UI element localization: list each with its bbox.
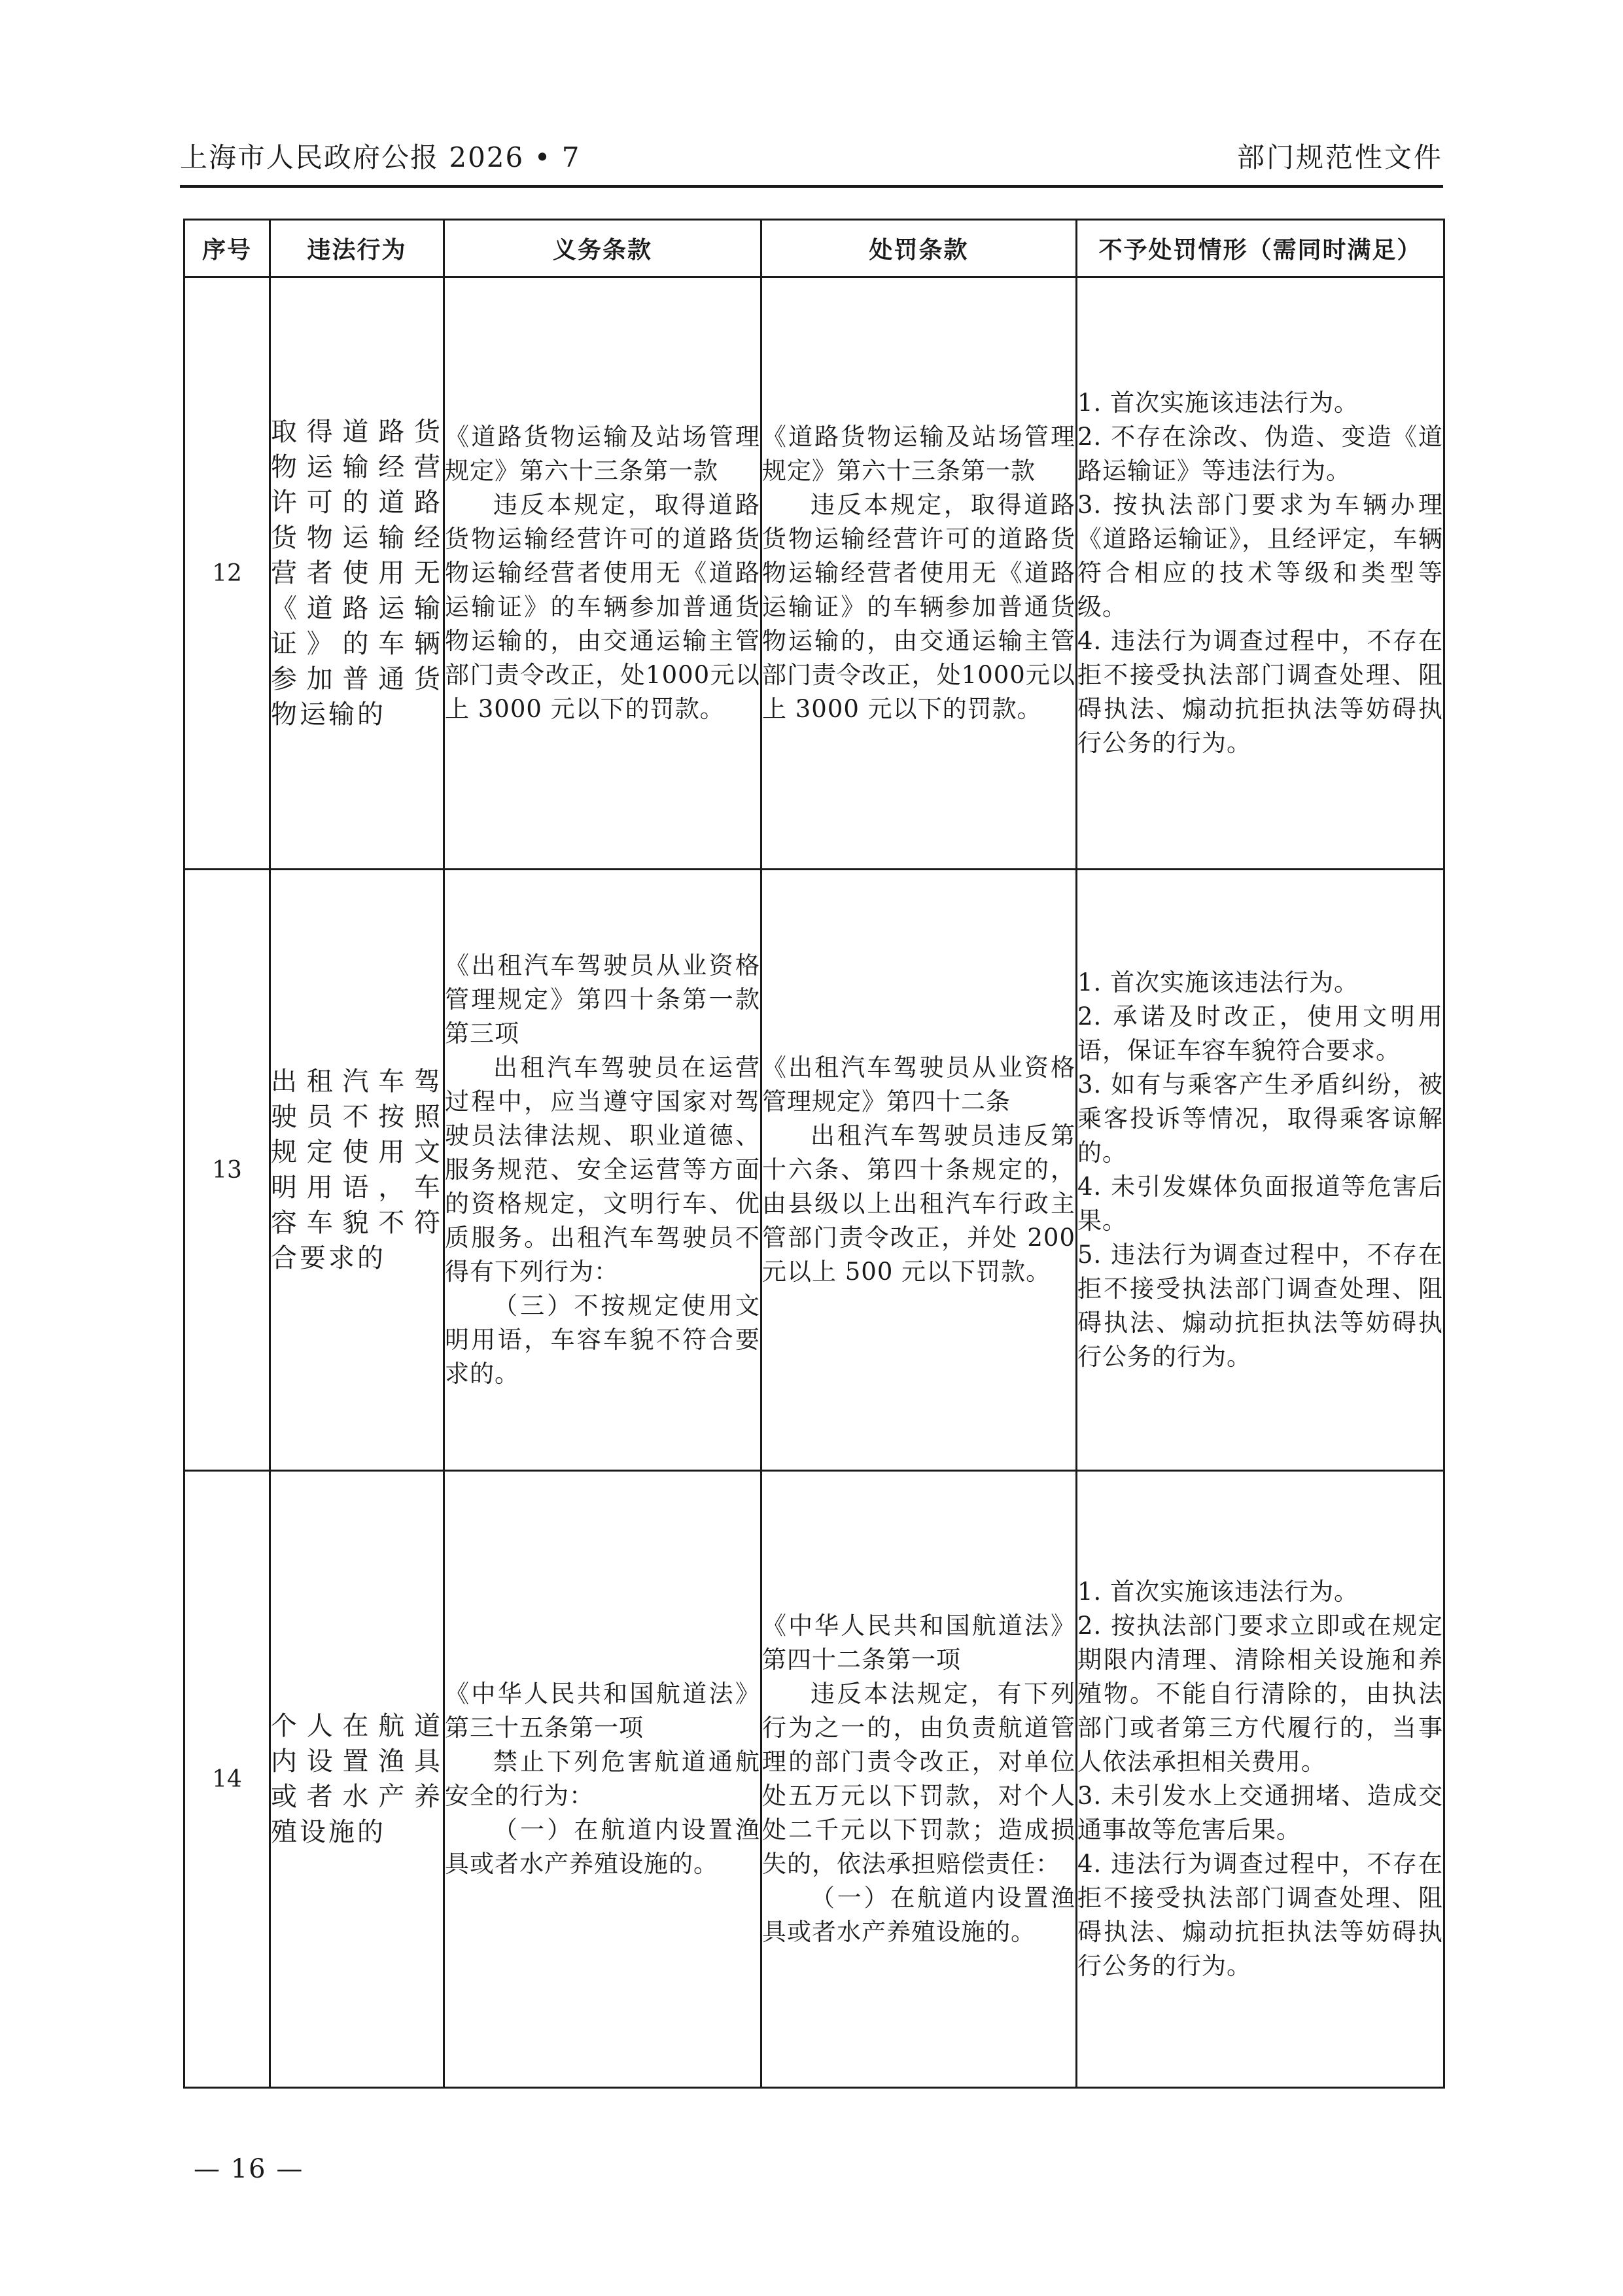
row-act-cell [270, 1471, 444, 2088]
duty-citation: 《道路货物运输及站场管理规定》第六十三条第一款 [445, 423, 760, 485]
exempt-item: 5. 违法行为调查过程中，不存在拒不接受执法部门调查处理、阻碍执法、煽动抗拒执法等妨碍执行公务的行为。 [1077, 1241, 1443, 1371]
table-header-row [184, 220, 1444, 277]
row-seq: 12 [184, 277, 270, 870]
column-header-penalty: 处罚条款 [761, 220, 1077, 277]
duty-text: 出租汽车驾驶员在运营过程中，应当遵守国家对驾驶员法律法规、职业道德、服务规范、安全运营等方面的资格规定，文明行车、优质服务。出租汽车驾驶员不得有下列行为： [445, 1053, 760, 1286]
table-row [184, 277, 1444, 870]
row-act: 出租汽车驾驶员不按照规定使用文明用语，车容车貌不符合要求的 [271, 1067, 443, 1273]
row-act-cell [270, 870, 444, 1471]
row-act: 个人在航道内设置渔具或者水产养殖设施的 [271, 1711, 443, 1847]
exempt-item: 3. 未引发水上交通拥堵、造成交通事故等危害后果。 [1077, 1782, 1443, 1844]
penalty-text: 违反本法规定，有下列行为之一的，由负责航道管理的部门责令改正，对单位处五万元以下罚款，对个人处二千元以下罚款；造成损失的，依法承担赔偿责任： [762, 1680, 1075, 1878]
exempt-item: 3. 如有与乘客产生矛盾纠纷，被乘客投诉等情况，取得乘客谅解的。 [1077, 1070, 1443, 1167]
exempt-item: 2. 承诺及时改正，使用文明用语，保证车容车貌符合要求。 [1077, 1002, 1443, 1065]
exempt-item: 1. 首次实施该违法行为。 [1077, 1578, 1359, 1606]
row-act: 取得道路货物运输经营许可的道路货物运输经营者使用无《道路运输证》的车辆参加普通货物运输的 [271, 417, 443, 730]
row-exempt-cell [1077, 1471, 1444, 2088]
row-duty-cell [444, 277, 761, 870]
duty-text: （一）在航道内设置渔具或者水产养殖设施的。 [445, 1816, 760, 1878]
penalty-text: 出租汽车驾驶员违反第十六条、第四十条规定的，由县级以上出租汽车行政主管部门责令改正，并处 200 元以上 500 元以下罚款。 [762, 1122, 1075, 1286]
duty-text: 违反本规定，取得道路货物运输经营许可的道路货物运输经营者使用无《道路运输证》的车辆参加普通货物运输的，由交通运输主管部门责令改正，处1000元以上 3000 元以下的罚款。 [445, 491, 760, 723]
exempt-item: 4. 未引发媒体负面报道等危害后果。 [1077, 1173, 1443, 1235]
exempt-item: 2. 不存在涂改、伪造、变造《道路运输证》等违法行为。 [1077, 423, 1443, 485]
penalty-exemption-table [183, 219, 1445, 2089]
exempt-item: 3. 按执法部门要求为车辆办理《道路运输证》，且经评定，车辆符合相应的技术等级和类型等级。 [1077, 491, 1443, 621]
duty-citation: 《中华人民共和国航道法》第三十五条第一项 [445, 1680, 760, 1742]
column-header-act: 违法行为 [270, 220, 444, 277]
exempt-item: 4. 违法行为调查过程中，不存在拒不接受执法部门调查处理、阻碍执法、煽动抗拒执法等妨碍执行公务的行为。 [1077, 627, 1443, 757]
table-row [184, 1471, 1444, 2088]
page-number: — 16 — [194, 2154, 304, 2184]
table-row [184, 870, 1444, 1471]
penalty-citation: 《道路货物运输及站场管理规定》第六十三条第一款 [762, 423, 1075, 485]
penalty-citation: 《中华人民共和国航道法》第四十二条第一项 [762, 1612, 1075, 1674]
row-duty-cell [444, 1471, 761, 2088]
penalty-text: 违反本规定，取得道路货物运输经营许可的道路货物运输经营者使用无《道路运输证》的车辆参加普通货物运输的，由交通运输主管部门责令改正，处1000元以上 3000 元以下的罚款。 [762, 491, 1075, 723]
exempt-item: 1. 首次实施该违法行为。 [1077, 968, 1359, 997]
row-act-cell [270, 277, 444, 870]
exempt-item: 1. 首次实施该违法行为。 [1077, 389, 1359, 417]
section-title: 部门规范性文件 [1236, 141, 1443, 173]
row-penalty-cell [761, 870, 1077, 1471]
column-header-exempt: 不予处罚情形（需同时满足） [1077, 220, 1444, 277]
exempt-item: 2. 按执法部门要求立即或在规定期限内清理、清除相关设施和养殖物。不能自行清除的，由执法部门或者第三方代履行的，当事人依法承担相关费用。 [1077, 1612, 1443, 1776]
duty-text: 禁止下列危害航道通航安全的行为： [445, 1748, 760, 1810]
exempt-item: 4. 违法行为调查过程中，不存在拒不接受执法部门调查处理、阻碍执法、煽动抗拒执法等妨碍执行公务的行为。 [1077, 1850, 1443, 1980]
header-divider [180, 185, 1443, 188]
row-penalty-cell [761, 1471, 1077, 2088]
row-seq: 13 [184, 870, 270, 1471]
row-seq: 14 [184, 1471, 270, 2088]
duty-citation: 《出租汽车驾驶员从业资格管理规定》第四十条第一款第三项 [445, 951, 760, 1048]
row-penalty-cell [761, 277, 1077, 870]
row-exempt-cell [1077, 277, 1444, 870]
column-header-seq: 序号 [184, 220, 270, 277]
bulletin-title: 上海市人民政府公报 2026 • 7 [180, 141, 581, 173]
penalty-text: （一）在航道内设置渔具或者水产养殖设施的。 [762, 1884, 1075, 1946]
column-header-duty: 义务条款 [444, 220, 761, 277]
penalty-citation: 《出租汽车驾驶员从业资格管理规定》第四十二条 [762, 1053, 1075, 1116]
row-exempt-cell [1077, 870, 1444, 1471]
duty-text: （三）不按规定使用文明用语，车容车貌不符合要求的。 [445, 1292, 760, 1388]
row-duty-cell [444, 870, 761, 1471]
